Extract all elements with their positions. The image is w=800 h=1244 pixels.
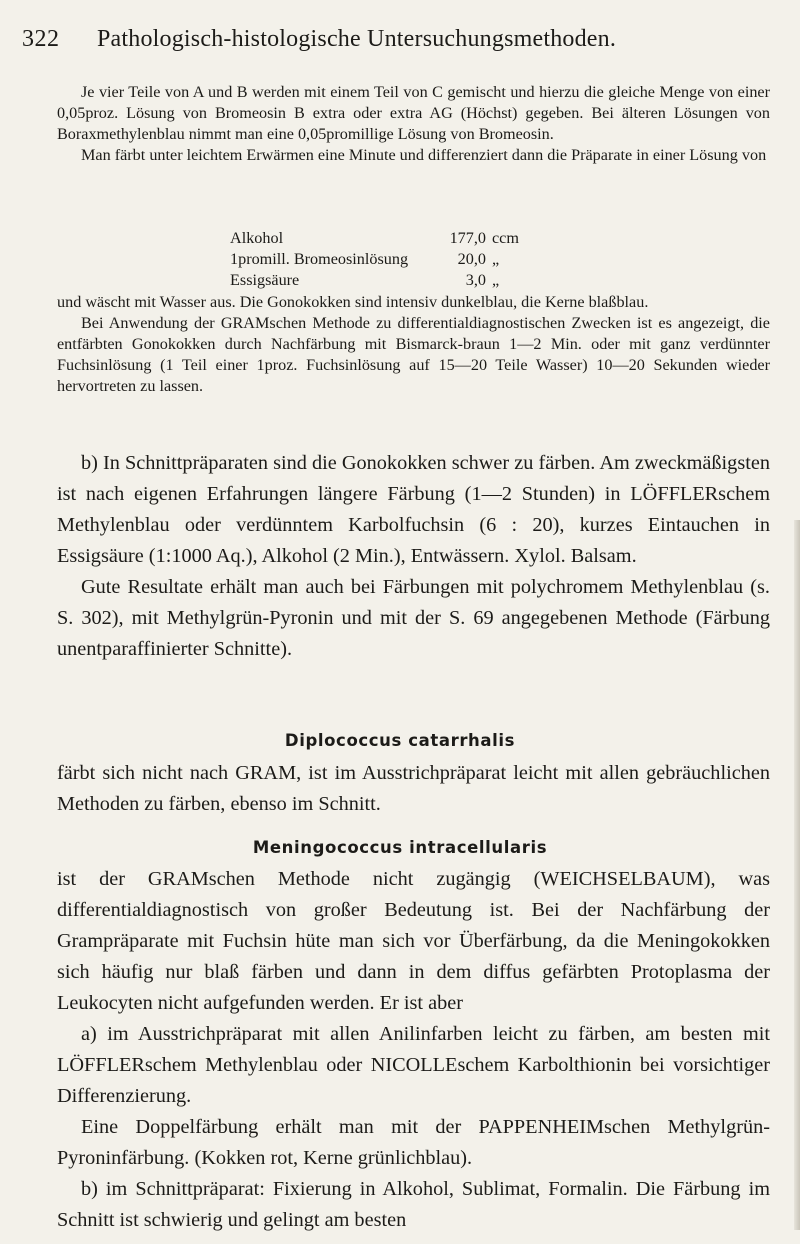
recipe-table (230, 228, 670, 291)
recipe-ingredient: 1promill. Bromeosinlösung (230, 250, 409, 268)
recipe-row (230, 270, 670, 291)
running-title: Pathologisch-histologische Untersuchungsmethoden. (97, 26, 617, 52)
page-header (22, 26, 782, 58)
recipe-amount: 177,0 (449, 229, 486, 247)
recipe-unit: „ (492, 271, 500, 289)
large-print-block-1 (57, 448, 770, 665)
recipe-amount: 20,0 (457, 250, 486, 268)
recipe-unit: „ (492, 250, 500, 268)
paragraph-sections: b) In Schnittpräparaten sind die Gonokokken schwer zu färben. Am zweckmäßigsten ist nach eigenen Erfahrungen längere Färbung (1—2 Stunden) in LÖFFLERschem Methylenblau oder verdünntem Karbolfuchsin (6 : 20), kurzes Eintauchen in Essigsäure (1:1000 Aq.), Alkohol (2 Min.), Entwässern. Xylol. Balsam. (57, 452, 770, 567)
paragraph-smear: a) im Ausstrichpräparat mit allen Anilinfarben leicht zu färben, am besten mit LÖFFLERschem Methylenblau oder NICOLLEschem Karbolthionin bei vorsichtiger Differenzierung. (57, 1023, 770, 1107)
paragraph-section-prep: b) im Schnittpräparat: Fixierung in Alkohol, Sublimat, Formalin. Die Färbung im Schnitt ist schwierig und gelingt am besten (57, 1178, 770, 1231)
large-print-block-3 (57, 864, 770, 1236)
recipe-row (230, 228, 670, 249)
small-print-block-2 (57, 292, 770, 397)
recipe-ingredient: Essigsäure (230, 271, 300, 289)
page-edge-shadow (794, 520, 800, 1230)
paragraph-diplococcus: färbt sich nicht nach GRAM, ist im Ausstrichpräparat leicht mit allen gebräuchlichen Methoden zu färben, ebenso im Schnitt. (57, 762, 770, 815)
recipe-ingredient: Alkohol (230, 229, 284, 247)
page-number: 322 (22, 26, 60, 52)
paragraph-gram-method: Bei Anwendung der GRAMschen Methode zu differentialdiagnostischen Zwecken ist es angezeigt, die entfärbten Gonokokken durch Nachfärbung mit Bismarck-braun 1—2 Min. oder mit ganz verdünnter Fuchsinlösung (1 Teil einer 1proz. Fuchsinlösung auf 15—20 Teile Wasser) 10—20 Sekunden wieder hervortreten zu lassen. (57, 314, 770, 395)
paragraph-mixing: Je vier Teile von A und B werden mit einem Teil von C gemischt und hierzu die gleiche Menge von einer 0,05proz. Lösung von Bromeosin B extra oder extra AG (Höchst) gegeben. Bei älteren Lösungen von Boraxmethylenblau nimmt man eine 0,05promillige Lösung von Bromeosin. (57, 83, 770, 143)
large-print-block-2 (57, 758, 770, 820)
recipe-amount: 3,0 (465, 271, 486, 289)
recipe-unit: ccm (492, 229, 519, 247)
paragraph-meningococcus: ist der GRAMschen Methode nicht zugängig (WEICHSELBAUM), was differentialdiagnostisch von großer Bedeutung ist. Bei der Nachfärbung der Grampräparate mit Fuchsin hüte man sich vor Überfärbung, da die Meningokokken sich häufig nur blaß färben und dann in dem diffus gefärbten Protoplasma der Leukocyten nicht aufgefunden werden. Er ist aber (57, 868, 770, 1014)
small-print-block-1 (57, 82, 770, 166)
paragraph-good-results: Gute Resultate erhält man auch bei Färbungen mit polychromem Methylenblau (s. S. 302), mit Methylgrün-Pyronin und mit der S. 69 angegebenen Methode (Färbung unentparaffinierter Schnitte). (57, 576, 770, 660)
section-heading-meningococcus: Meningococcus intracellularis (252, 838, 548, 857)
paragraph-double-stain: Eine Doppelfärbung erhält man mit der PAPPENHEIMschen Methylgrün-Pyroninfärbung. (Kokken rot, Kerne grünlichblau). (57, 1116, 770, 1169)
recipe-row (230, 249, 670, 270)
paragraph-staining: Man färbt unter leichtem Erwärmen eine Minute und differenziert dann die Präparate in einer Lösung von (81, 146, 767, 164)
section-heading-diplococcus: Diplococcus catarrhalis (284, 731, 516, 750)
paragraph-washing: und wäscht mit Wasser aus. Die Gonokokken sind intensiv dunkelblau, die Kerne blaßblau. (57, 293, 649, 311)
